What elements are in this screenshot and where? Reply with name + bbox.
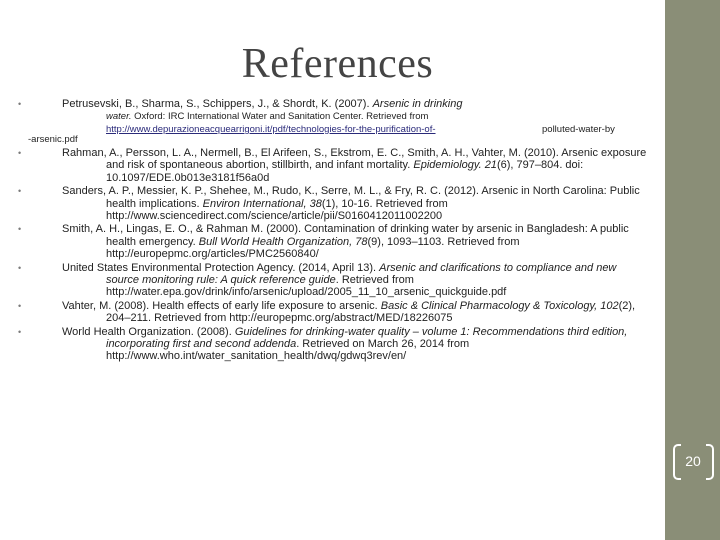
reference-item (18, 185, 648, 222)
reference-text: polluted-water-by (542, 123, 615, 135)
reference-text: World Health Organization. (2008). (62, 325, 235, 338)
reference-text: (9), 1093–1103. Retrieved from http://europepmc.org/articles/PMC2560840/ (106, 235, 520, 261)
reference-italic-text: Environ International, 38 (202, 197, 322, 210)
reference-text: -arsenic.pdf (28, 134, 78, 146)
reference-item (18, 147, 648, 184)
reference-italic-text: Arsenic in drinking (372, 98, 463, 110)
bullet-icon: • (18, 147, 22, 158)
page-title: References (241, 41, 434, 87)
reference-italic-text: Arsenic and clarifications to compliance and new source monitoring rule: A quick reference guide (106, 261, 617, 286)
reference-item (18, 326, 648, 363)
reference-text: Rahman, A., Persson, L. A., Nermell, B., El Arifeen, S., Ekstrom, E. C., Smith, A. H., Vahter, M. (2010). Arsenic exposure and risk of spontaneous abortion, stillbirth, and infant mortality. (62, 146, 647, 172)
reference-text: (1), 10-16. Retrieved from http://www.sciencedirect.com/science/article/pii/S0160412011002200 (106, 197, 448, 222)
reference-text: (2), 204–211. Retrieved from http://europepmc.org/abstract/MED/18226075 (106, 299, 636, 325)
reference-text: United States Environmental Protection Agency. (2014, April 13). (62, 261, 380, 274)
reference-item (18, 262, 648, 299)
page-number: 20 (685, 453, 701, 469)
reference-italic-text: water. (106, 111, 132, 123)
reference-line (62, 98, 648, 110)
reference-rest (18, 147, 648, 363)
reference-item (18, 223, 648, 260)
bullet-icon: • (18, 262, 22, 273)
reference-text: Sanders, A. P., Messier, K. P., Shehee, M., Rudo, K., Serre, M. L., & Fry, R. C. (2012). Arsenic in North Carolina: Public health implications. (62, 185, 640, 210)
reference-text: Oxford: IRC International Water and Sanitation Center. Retrieved from (131, 111, 429, 123)
reference-item (18, 300, 648, 325)
reference-text: Smith, A. H., Lingas, E. O., & Rahman M. (2000). Contamination of drinking water by arsenic in Bangladesh: A public health emergency. (62, 223, 629, 248)
reference-text: Petrusevski, B., Sharma, S., Schippers, J., & Shordt, K. (2007). (62, 98, 373, 110)
reference-text: Vahter, M. (2008). Health effects of early life exposure to arsenic. (62, 299, 381, 312)
reference-italic-text: Epidemiology. 21 (413, 159, 497, 172)
reference-italic-text: Bull World Health Organization, 78 (198, 235, 368, 248)
bullet-icon: • (18, 300, 22, 311)
reference-line (106, 110, 648, 123)
reference-list (18, 98, 648, 364)
bullet-icon: • (18, 186, 22, 197)
reference-link[interactable]: http://www.depurazioneacquearrigoni.it/pdf/technologies-for-the-purification-of- (106, 123, 436, 135)
bullet-icon: • (18, 326, 22, 337)
reference-italic-text: Guidelines for drinking-water quality – volume 1: Recommendations third edition, incorporating first and second addenda (106, 325, 628, 350)
reference-italic-text: Basic & Clinical Pharmacology & Toxicology, 102 (380, 299, 619, 312)
bullet-icon: • (18, 224, 22, 235)
reference-text: (6), 797–804. doi: 10.1097/EDE.0b013e3181f56a0d (106, 159, 584, 184)
bullet-icon: • (18, 99, 22, 109)
reference-text: . Retrieved from http://water.epa.gov/drink/info/arsenic/upload/2005_11_10_arsenic_quickguide.pdf (106, 273, 507, 299)
reference-item (18, 98, 648, 146)
reference-line (106, 123, 648, 136)
reference-text: . Retrieved on March 26, 2014 from http://www.who.int/water_sanitation_health/dwq/gdwq3rev/en/ (106, 338, 470, 363)
